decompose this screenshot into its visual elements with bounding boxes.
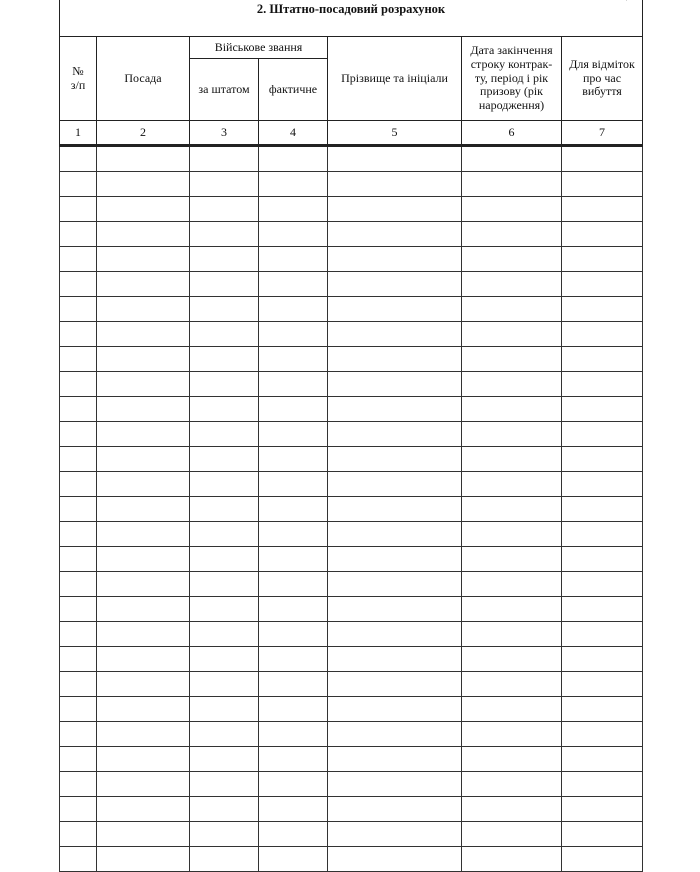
table-cell[interactable]	[562, 547, 643, 572]
table-cell[interactable]	[60, 422, 97, 447]
table-cell[interactable]	[462, 847, 562, 872]
table-cell[interactable]	[462, 672, 562, 697]
table-cell[interactable]	[60, 372, 97, 397]
table-row	[60, 647, 643, 672]
table-row	[60, 197, 643, 222]
header-name: Прізвище та ініціали	[328, 37, 462, 121]
table-cell[interactable]	[97, 672, 190, 697]
table-cell[interactable]	[462, 297, 562, 322]
table-row	[60, 597, 643, 622]
table-cell[interactable]	[190, 622, 259, 647]
table-cell[interactable]	[328, 397, 462, 422]
table-cell[interactable]	[462, 322, 562, 347]
table-row	[60, 147, 643, 172]
table-cell[interactable]	[259, 522, 328, 547]
table-row	[60, 422, 643, 447]
table-cell[interactable]	[190, 847, 259, 872]
table-cell[interactable]	[190, 322, 259, 347]
table-cell[interactable]	[97, 372, 190, 397]
table-cell[interactable]	[97, 797, 190, 822]
column-number: 1	[60, 121, 97, 146]
table-cell[interactable]	[562, 322, 643, 347]
table-cell[interactable]	[190, 472, 259, 497]
table-cell[interactable]	[190, 722, 259, 747]
table-cell[interactable]	[259, 447, 328, 472]
table-cell[interactable]	[97, 597, 190, 622]
table-cell[interactable]	[259, 272, 328, 297]
table-cell[interactable]	[462, 172, 562, 197]
table-cell[interactable]	[97, 822, 190, 847]
table-row	[60, 622, 643, 647]
table-cell[interactable]	[60, 647, 97, 672]
table-cell[interactable]	[562, 797, 643, 822]
table-cell[interactable]	[562, 747, 643, 772]
table-cell[interactable]	[328, 597, 462, 622]
table-cell[interactable]	[462, 422, 562, 447]
table-cell[interactable]	[562, 772, 643, 797]
table-cell[interactable]	[97, 222, 190, 247]
table-cell[interactable]	[259, 322, 328, 347]
table-cell[interactable]	[562, 247, 643, 272]
table-cell[interactable]	[190, 522, 259, 547]
table-cell[interactable]	[328, 622, 462, 647]
table-cell[interactable]	[190, 297, 259, 322]
header-notes-text: Для відміток про час вибуття	[569, 56, 635, 99]
table-cell[interactable]	[190, 422, 259, 447]
header-contract-text: Дата закінчення строку контрак-ту, період і рік призову (рік народження)	[470, 43, 553, 113]
table-cell[interactable]	[60, 722, 97, 747]
table-row	[60, 847, 643, 872]
table-cell[interactable]	[328, 272, 462, 297]
header-rank-actual: фактичне	[259, 59, 328, 121]
table-cell[interactable]	[60, 397, 97, 422]
table-cell[interactable]	[60, 447, 97, 472]
table-cell[interactable]	[97, 297, 190, 322]
table-row	[60, 697, 643, 722]
table-cell[interactable]	[328, 172, 462, 197]
table-cell[interactable]	[259, 622, 328, 647]
table-cell[interactable]	[190, 672, 259, 697]
table-row	[60, 822, 643, 847]
table-cell[interactable]	[562, 172, 643, 197]
table-cell[interactable]	[60, 597, 97, 622]
table-cell[interactable]	[462, 522, 562, 547]
table-cell[interactable]	[328, 147, 462, 172]
table-row	[60, 172, 643, 197]
table-cell[interactable]	[190, 247, 259, 272]
column-number: 7	[562, 121, 643, 146]
table-cell[interactable]	[190, 597, 259, 622]
table-cell[interactable]	[462, 197, 562, 222]
table-cell[interactable]	[462, 247, 562, 272]
table-row	[60, 247, 643, 272]
table-cell[interactable]	[97, 522, 190, 547]
table-cell[interactable]	[562, 197, 643, 222]
table-cell[interactable]	[562, 722, 643, 747]
table-cell[interactable]	[259, 797, 328, 822]
table-cell[interactable]	[562, 822, 643, 847]
table-row	[60, 472, 643, 497]
table-cell[interactable]	[97, 322, 190, 347]
table-cell[interactable]	[562, 672, 643, 697]
table-cell[interactable]	[562, 447, 643, 472]
table-cell[interactable]	[328, 447, 462, 472]
table-cell[interactable]	[328, 772, 462, 797]
header-position: Посада	[97, 37, 190, 121]
table-cell[interactable]	[60, 847, 97, 872]
table-cell[interactable]	[190, 497, 259, 522]
table-cell[interactable]	[190, 547, 259, 572]
table-cell[interactable]	[259, 697, 328, 722]
table-cell[interactable]	[259, 147, 328, 172]
table-cell[interactable]	[562, 372, 643, 397]
table-cell[interactable]	[97, 497, 190, 522]
table-cell[interactable]	[259, 647, 328, 672]
table-cell[interactable]	[462, 497, 562, 522]
table-cell[interactable]	[60, 497, 97, 522]
table-cell[interactable]	[60, 297, 97, 322]
staff-table	[59, 36, 643, 872]
table-cell[interactable]	[60, 697, 97, 722]
table-cell[interactable]	[328, 422, 462, 447]
table-cell[interactable]	[190, 797, 259, 822]
table-cell[interactable]	[562, 147, 643, 172]
table-cell[interactable]	[562, 597, 643, 622]
column-number: 5	[328, 121, 462, 146]
table-cell[interactable]	[259, 497, 328, 522]
table-cell[interactable]	[462, 597, 562, 622]
table-cell[interactable]	[97, 747, 190, 772]
table-row	[60, 447, 643, 472]
table-cell[interactable]	[190, 372, 259, 397]
table-cell[interactable]	[190, 397, 259, 422]
header-number-text: № з/п	[70, 63, 86, 92]
table-cell[interactable]	[328, 372, 462, 397]
table-row	[60, 372, 643, 397]
table-cell[interactable]	[190, 447, 259, 472]
table-cell[interactable]	[328, 572, 462, 597]
table-cell[interactable]	[462, 397, 562, 422]
table-cell[interactable]	[562, 697, 643, 722]
table-cell[interactable]	[259, 347, 328, 372]
table-cell[interactable]	[60, 572, 97, 597]
table-cell[interactable]	[462, 272, 562, 297]
table-cell[interactable]	[328, 197, 462, 222]
column-number: 4	[259, 121, 328, 146]
table-cell[interactable]	[190, 272, 259, 297]
table-cell[interactable]	[97, 622, 190, 647]
table-cell[interactable]	[190, 147, 259, 172]
table-cell[interactable]	[259, 422, 328, 447]
table-cell[interactable]	[328, 522, 462, 547]
table-cell[interactable]	[97, 447, 190, 472]
table-cell[interactable]	[259, 672, 328, 697]
table-cell[interactable]	[190, 822, 259, 847]
table-cell[interactable]	[60, 172, 97, 197]
table-cell[interactable]	[328, 647, 462, 672]
header-notes	[562, 37, 643, 121]
table-cell[interactable]	[462, 647, 562, 672]
table-cell[interactable]	[462, 747, 562, 772]
table-cell[interactable]	[97, 697, 190, 722]
table-cell[interactable]	[328, 822, 462, 847]
table-cell[interactable]	[60, 272, 97, 297]
header-number	[60, 37, 97, 121]
table-cell[interactable]	[60, 822, 97, 847]
table-cell[interactable]	[562, 497, 643, 522]
table-row	[60, 522, 643, 547]
header-rank-by-staff: за штатом	[190, 59, 259, 121]
column-number: 3	[190, 121, 259, 146]
table-cell[interactable]	[60, 222, 97, 247]
table-cell[interactable]	[97, 197, 190, 222]
table-cell[interactable]	[60, 547, 97, 572]
table-row	[60, 297, 643, 322]
table-cell[interactable]	[328, 747, 462, 772]
table-cell[interactable]	[190, 647, 259, 672]
table-cell[interactable]	[328, 722, 462, 747]
table-cell[interactable]	[60, 347, 97, 372]
table-cell[interactable]	[259, 372, 328, 397]
table-cell[interactable]	[562, 422, 643, 447]
table-cell[interactable]	[562, 622, 643, 647]
table-row	[60, 272, 643, 297]
table-cell[interactable]	[259, 472, 328, 497]
table-cell[interactable]	[462, 797, 562, 822]
table-cell[interactable]	[97, 397, 190, 422]
table-row	[60, 747, 643, 772]
table-cell[interactable]	[328, 797, 462, 822]
table-row	[60, 772, 643, 797]
table-cell[interactable]	[462, 447, 562, 472]
table-row	[60, 572, 643, 597]
table-cell[interactable]	[60, 622, 97, 647]
table-cell[interactable]	[259, 572, 328, 597]
table-body	[60, 145, 643, 872]
column-numbers-row	[60, 121, 643, 146]
table-cell[interactable]	[462, 547, 562, 572]
table-cell[interactable]	[328, 247, 462, 272]
table-cell[interactable]	[562, 347, 643, 372]
table-cell[interactable]	[462, 222, 562, 247]
table-cell[interactable]	[60, 747, 97, 772]
header-contract	[462, 37, 562, 121]
table-cell[interactable]	[462, 697, 562, 722]
table-cell[interactable]	[328, 322, 462, 347]
table-cell[interactable]	[259, 822, 328, 847]
table-cell[interactable]	[462, 572, 562, 597]
table-cell[interactable]	[328, 697, 462, 722]
table-cell[interactable]	[259, 547, 328, 572]
table-cell[interactable]	[259, 597, 328, 622]
table-cell[interactable]	[462, 372, 562, 397]
table-cell[interactable]	[60, 247, 97, 272]
table-cell[interactable]	[60, 147, 97, 172]
table-cell[interactable]	[190, 747, 259, 772]
column-number: 2	[97, 121, 190, 146]
table-cell[interactable]	[60, 522, 97, 547]
table-cell[interactable]	[60, 197, 97, 222]
table-row	[60, 797, 643, 822]
table-cell[interactable]	[462, 347, 562, 372]
table-cell[interactable]	[562, 472, 643, 497]
table-cell[interactable]	[97, 722, 190, 747]
document-sheet	[59, 0, 643, 868]
table-cell[interactable]	[97, 247, 190, 272]
table-cell[interactable]	[259, 747, 328, 772]
table-cell[interactable]	[259, 847, 328, 872]
table-cell[interactable]	[259, 247, 328, 272]
table-cell[interactable]	[259, 222, 328, 247]
table-cell[interactable]	[259, 197, 328, 222]
table-cell[interactable]	[562, 647, 643, 672]
table-cell[interactable]	[259, 772, 328, 797]
table-row	[60, 547, 643, 572]
table-cell[interactable]	[190, 197, 259, 222]
table-cell[interactable]	[97, 347, 190, 372]
table-cell[interactable]	[462, 772, 562, 797]
table-cell[interactable]	[462, 822, 562, 847]
table-cell[interactable]	[97, 147, 190, 172]
table-row	[60, 347, 643, 372]
table-row	[60, 497, 643, 522]
table-cell[interactable]	[328, 347, 462, 372]
header-rank-group: Військове звання	[190, 37, 328, 59]
table-cell[interactable]	[562, 847, 643, 872]
table-cell[interactable]	[462, 472, 562, 497]
table-cell[interactable]	[259, 397, 328, 422]
table-header	[60, 37, 643, 146]
section-title: 2. Штатно-посадовий розрахунок	[256, 2, 446, 16]
table-cell[interactable]	[562, 397, 643, 422]
table-cell[interactable]	[328, 847, 462, 872]
table-cell[interactable]	[97, 647, 190, 672]
table-cell[interactable]	[190, 772, 259, 797]
table-cell[interactable]	[328, 672, 462, 697]
table-cell[interactable]	[562, 572, 643, 597]
table-cell[interactable]	[97, 547, 190, 572]
table-cell[interactable]	[462, 147, 562, 172]
table-cell[interactable]	[462, 622, 562, 647]
table-cell[interactable]	[97, 572, 190, 597]
table-cell[interactable]	[60, 472, 97, 497]
table-cell[interactable]	[328, 297, 462, 322]
table-cell[interactable]	[259, 172, 328, 197]
table-cell[interactable]	[562, 222, 643, 247]
table-row	[60, 222, 643, 247]
table-cell[interactable]	[190, 222, 259, 247]
table-cell[interactable]	[60, 797, 97, 822]
table-cell[interactable]	[97, 847, 190, 872]
table-cell[interactable]	[97, 472, 190, 497]
table-row	[60, 722, 643, 747]
table-cell[interactable]	[328, 472, 462, 497]
table-cell[interactable]	[328, 497, 462, 522]
table-cell[interactable]	[328, 222, 462, 247]
table-cell[interactable]	[60, 772, 97, 797]
table-cell[interactable]	[97, 172, 190, 197]
table-cell[interactable]	[259, 722, 328, 747]
table-cell[interactable]	[97, 272, 190, 297]
table-cell[interactable]	[462, 722, 562, 747]
table-cell[interactable]	[190, 347, 259, 372]
table-cell[interactable]	[60, 322, 97, 347]
table-cell[interactable]	[562, 522, 643, 547]
table-cell[interactable]	[190, 572, 259, 597]
column-number: 6	[462, 121, 562, 146]
table-cell[interactable]	[259, 297, 328, 322]
table-cell[interactable]	[328, 547, 462, 572]
table-cell[interactable]	[190, 697, 259, 722]
table-row	[60, 322, 643, 347]
table-cell[interactable]	[562, 272, 643, 297]
table-cell[interactable]	[60, 672, 97, 697]
table-row	[60, 672, 643, 697]
table-cell[interactable]	[97, 422, 190, 447]
table-cell[interactable]	[97, 772, 190, 797]
table-row	[60, 397, 643, 422]
table-cell[interactable]	[562, 297, 643, 322]
table-cell[interactable]	[190, 172, 259, 197]
